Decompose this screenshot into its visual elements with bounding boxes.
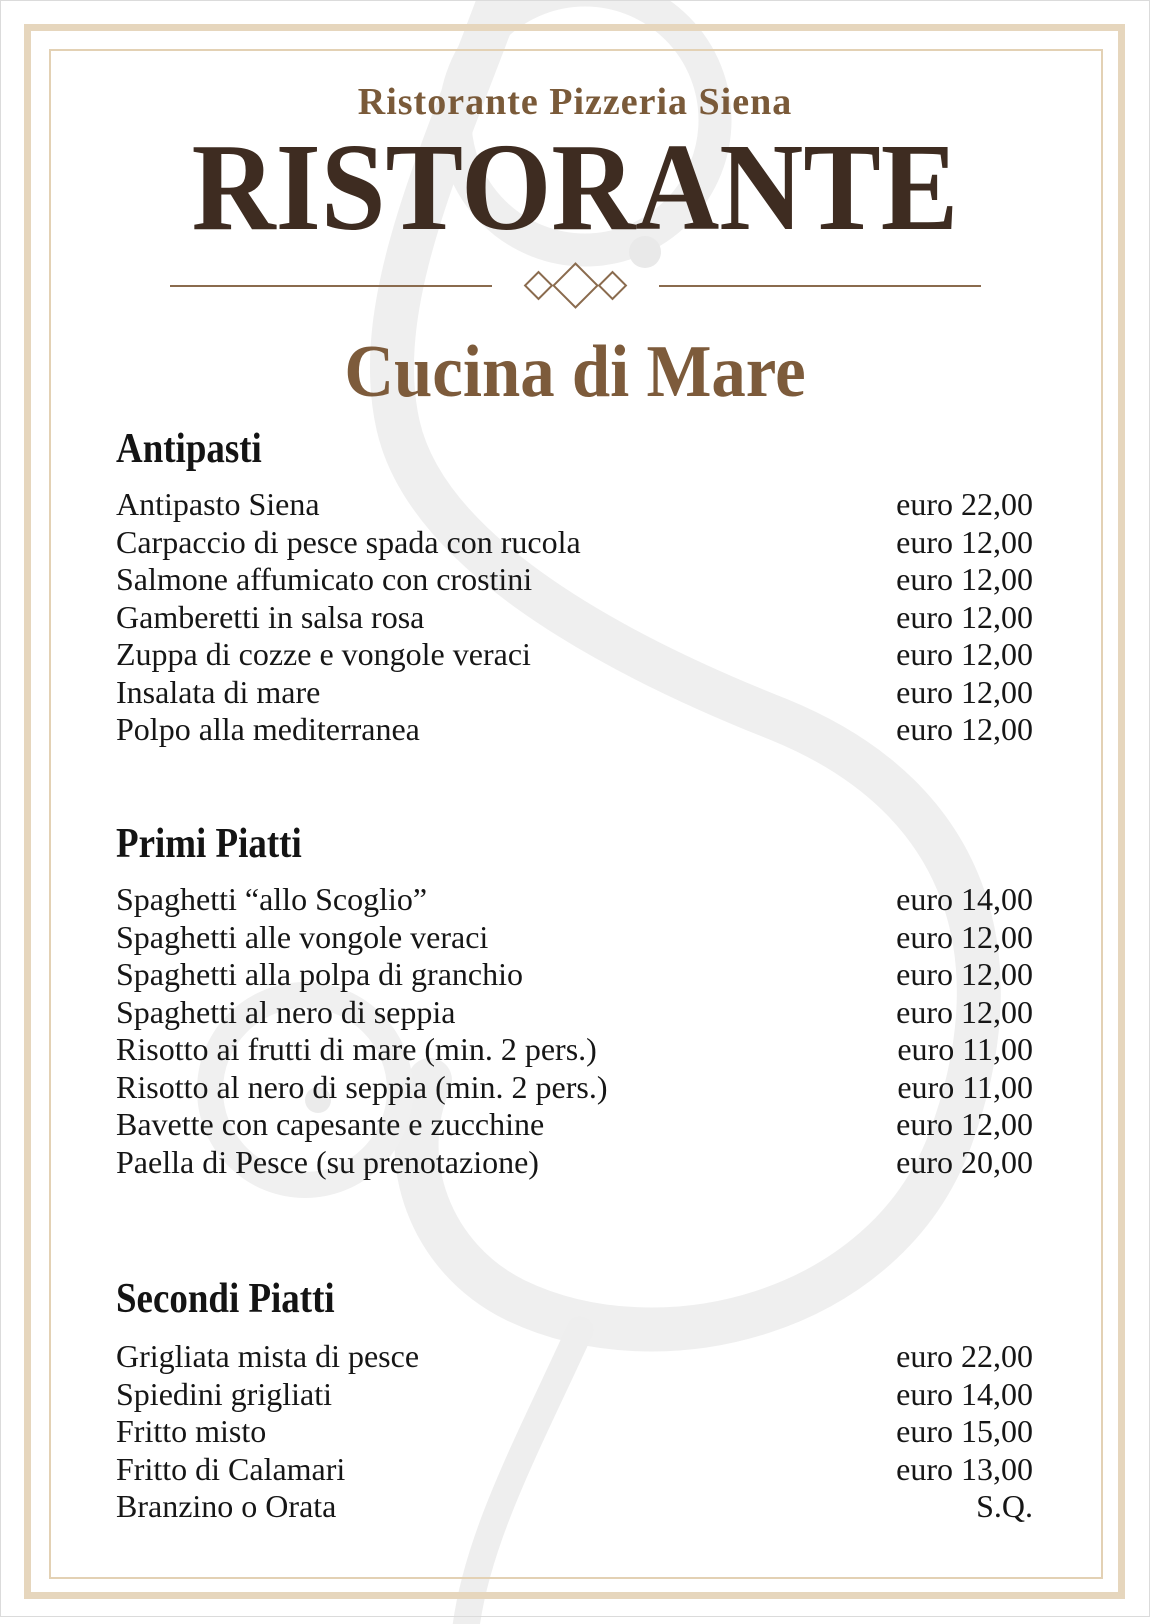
item-name: Spaghetti al nero di seppia: [116, 993, 456, 1030]
item-name: Zuppa di cozze e vongole veraci: [116, 636, 531, 672]
item-name: Bavette con capesante e zucchine: [116, 1106, 545, 1142]
item-price: S.Q.: [976, 1488, 1033, 1524]
divider-line-right: [659, 285, 981, 287]
menu-item: [116, 636, 1033, 674]
section-list-primi-piatti: [116, 881, 1033, 1181]
diamond-icon-large: [552, 262, 599, 309]
item-name: Fritto misto: [116, 1413, 267, 1449]
section-heading-secondi-piatti: Secondi Piatti: [116, 1276, 335, 1322]
item-price: euro 12,00: [896, 598, 1033, 635]
item-price: euro 11,00: [897, 1068, 1033, 1105]
item-price: euro 20,00: [896, 1143, 1033, 1180]
item-price: euro 14,00: [896, 881, 1033, 917]
menu-item: [116, 1413, 1033, 1451]
item-price: euro 12,00: [896, 918, 1033, 955]
item-price: euro 14,00: [896, 1375, 1033, 1412]
menu-item: [116, 881, 1033, 919]
menu-item: [116, 711, 1033, 749]
item-name: Spaghetti alla polpa di granchio: [116, 956, 523, 992]
item-name: Fritto di Calamari: [116, 1450, 346, 1487]
item-name: Risotto al nero di seppia (min. 2 pers.): [116, 1068, 608, 1105]
item-name: Gamberetti in salsa rosa: [116, 598, 425, 635]
menu-item: [116, 994, 1033, 1032]
menu-item: [116, 1144, 1033, 1182]
item-price: euro 22,00: [896, 1338, 1033, 1374]
menu-item: [116, 1338, 1033, 1376]
item-price: euro 15,00: [896, 1413, 1033, 1449]
ornamental-divider: [0, 262, 1150, 309]
restaurant-name: Ristorante Pizzeria Siena: [357, 81, 793, 123]
item-name: Risotto ai frutti di mare (min. 2 pers.): [116, 1031, 597, 1067]
item-name: Polpo alla mediterranea: [116, 711, 420, 747]
item-name: Spiedini grigliati: [116, 1375, 332, 1412]
menu-item: [116, 1451, 1033, 1489]
item-name: Salmone affumicato con crostini: [116, 561, 533, 597]
item-price: euro 12,00: [896, 956, 1033, 992]
section-list-antipasti: [116, 486, 1033, 749]
menu-item: [116, 674, 1033, 712]
section-heading-antipasti: Antipasti: [116, 426, 262, 472]
page-title: RISTORANTE: [191, 119, 959, 257]
section-heading-primi-piatti: Primi Piatti: [116, 821, 302, 867]
menu-item: [116, 1069, 1033, 1107]
menu-item: [116, 524, 1033, 562]
item-price: euro 11,00: [897, 1031, 1033, 1067]
item-name: Paella di Pesce (su prenotazione): [116, 1143, 539, 1180]
item-name: Carpaccio di pesce spada con rucola: [116, 523, 581, 560]
item-price: euro 22,00: [896, 486, 1033, 522]
item-name: Branzino o Orata: [116, 1488, 337, 1524]
item-price: euro 12,00: [896, 993, 1033, 1030]
menu-item: [116, 956, 1033, 994]
item-name: Spaghetti “allo Scoglio”: [116, 881, 428, 917]
item-price: euro 12,00: [896, 636, 1033, 672]
item-price: euro 12,00: [896, 711, 1033, 747]
menu-item: [116, 599, 1033, 637]
menu-item: [116, 486, 1033, 524]
menu-item: [116, 561, 1033, 599]
menu-item: [116, 1031, 1033, 1069]
menu-item: [116, 1376, 1033, 1414]
divider-line-left: [170, 285, 492, 287]
item-price: euro 12,00: [896, 561, 1033, 597]
item-name: Spaghetti alle vongole veraci: [116, 918, 489, 955]
menu-item: [116, 1106, 1033, 1144]
diamond-icon-small-right: [597, 271, 627, 301]
item-price: euro 12,00: [896, 673, 1033, 710]
item-name: Antipasto Siena: [116, 486, 320, 522]
item-name: Insalata di mare: [116, 673, 321, 710]
menu-title: Cucina di Mare: [344, 331, 806, 413]
item-price: euro 12,00: [896, 1106, 1033, 1142]
diamond-icon-small-left: [523, 271, 553, 301]
menu-item: [116, 919, 1033, 957]
item-price: euro 12,00: [896, 523, 1033, 560]
item-price: euro 13,00: [896, 1450, 1033, 1487]
section-list-secondi-piatti: [116, 1338, 1033, 1526]
menu-item: [116, 1488, 1033, 1526]
item-name: Grigliata mista di pesce: [116, 1338, 420, 1374]
